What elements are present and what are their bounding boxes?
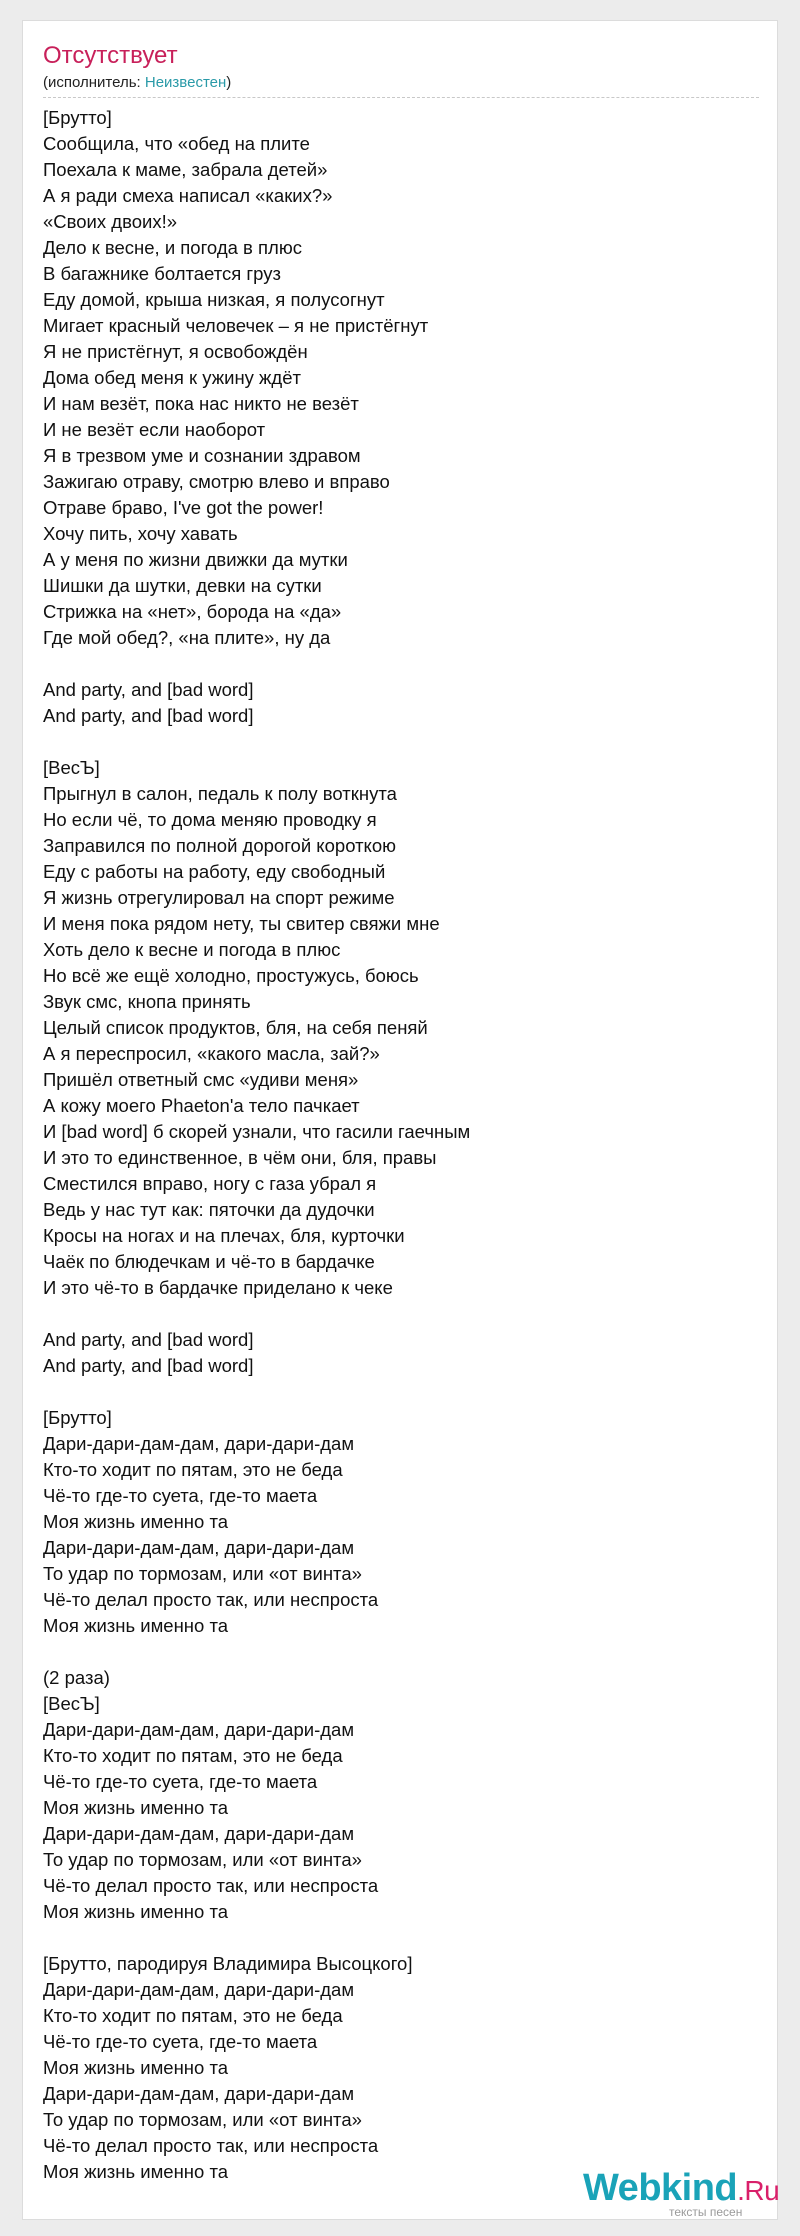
- logo-tld: .Ru: [737, 2175, 780, 2206]
- lyrics-line: Шишки да шутки, девки на сутки: [43, 575, 322, 596]
- lyrics-line: «Своих двоих!»: [43, 211, 177, 232]
- artist-line: [43, 73, 231, 93]
- lyrics-line: И не везёт если наоборот: [43, 419, 266, 440]
- lyrics-line: Дома обед меня к ужину ждёт: [43, 367, 301, 388]
- artist-prefix: (исполнитель:: [43, 74, 145, 91]
- lyrics-line: То удар по тормозам, или «от винта»: [43, 2109, 362, 2130]
- lyrics-line: Чё-то где-то суета, где-то маета: [43, 1485, 318, 1506]
- song-title: Отсутствует: [43, 42, 178, 69]
- lyrics-line: [ВесЪ]: [43, 757, 100, 778]
- lyrics-line: Где мой обед?, «на плите», ну да: [43, 627, 331, 648]
- lyrics-line: А я ради смеха написал «каких?»: [43, 185, 333, 206]
- lyrics-line: Чё-то где-то суета, где-то маета: [43, 1771, 318, 1792]
- lyrics-line: Еду с работы на работу, еду свободный: [43, 861, 386, 882]
- lyrics-line: [Брутто]: [43, 1407, 112, 1428]
- lyrics-line: Ведь у нас тут как: пяточки да дудочки: [43, 1199, 375, 1220]
- lyrics-line: Зажигаю отраву, смотрю влево и вправо: [43, 471, 390, 492]
- lyrics-line: Стрижка на «нет», борода на «да»: [43, 601, 342, 622]
- lyrics-line: И меня пока рядом нету, ты свитер свяжи мне: [43, 913, 440, 934]
- lyrics-line: Чё-то делал просто так, или неспроста: [43, 2135, 379, 2156]
- lyrics-line: Моя жизнь именно та: [43, 2161, 229, 2182]
- lyrics-line: Хоть дело к весне и погода в плюс: [43, 939, 341, 960]
- lyrics-line: То удар по тормозам, или «от винта»: [43, 1849, 362, 1870]
- lyrics-line: Моя жизнь именно та: [43, 1901, 229, 1922]
- lyrics-line: Поехала к маме, забрала детей»: [43, 159, 328, 180]
- lyrics-line: [Брутто, пародируя Владимира Высоцкого]: [43, 1953, 413, 1974]
- lyrics-line: And party, and [bad word]: [43, 1329, 254, 1350]
- lyrics-blank-line: [43, 1925, 759, 1951]
- logo-tagline: тексты песен: [669, 2205, 743, 2219]
- lyrics-line: [Брутто]: [43, 107, 112, 128]
- lyrics-line: Звук смс, кнопа принять: [43, 991, 251, 1012]
- lyrics-line: Я в трезвом уме и сознании здравом: [43, 445, 361, 466]
- lyrics-line: Кто-то ходит по пятам, это не беда: [43, 1459, 343, 1480]
- lyrics-line: Я не пристёгнут, я освобождён: [43, 341, 308, 362]
- lyrics-line: А у меня по жизни движки да мутки: [43, 549, 348, 570]
- lyrics-line: Чё-то делал просто так, или неспроста: [43, 1589, 379, 1610]
- lyrics-line: And party, and [bad word]: [43, 1355, 254, 1376]
- lyrics-line: А кожу моего Phaeton'а тело пачкает: [43, 1095, 360, 1116]
- lyrics-line: Моя жизнь именно та: [43, 1797, 229, 1818]
- lyrics-line: Сместился вправо, ногу с газа убрал я: [43, 1173, 377, 1194]
- lyrics-line: И [bad word] б скорей узнали, что гасили гаечным: [43, 1121, 471, 1142]
- artist-suffix: ): [226, 74, 232, 91]
- lyrics-line: Кросы на ногах и на плечах, бля, курточки: [43, 1225, 405, 1246]
- lyrics-line: Хочу пить, хочу хавать: [43, 523, 238, 544]
- lyrics-line: А я переспросил, «какого масла, зай?»: [43, 1043, 380, 1064]
- lyrics-text: [43, 105, 759, 2185]
- logo-name: Webkind: [583, 2167, 738, 2209]
- lyrics-blank-line: [43, 1301, 759, 1327]
- lyrics-line: Мигает красный человечек – я не пристёгнут: [43, 315, 429, 336]
- lyrics-line: Кто-то ходит по пятам, это не беда: [43, 2005, 343, 2026]
- lyrics-line: And party, and [bad word]: [43, 705, 254, 726]
- lyrics-line: Дари-дари-дам-дам, дари-дари-дам: [43, 1537, 355, 1558]
- lyrics-line: Но если чё, то дома меняю проводку я: [43, 809, 377, 830]
- lyrics-line: [ВесЪ]: [43, 1693, 100, 1714]
- lyrics-line: (2 раза): [43, 1667, 110, 1688]
- lyrics-line: Сообщила, что «обед на плите: [43, 133, 310, 154]
- lyrics-line: Я жизнь отрегулировал на спорт режиме: [43, 887, 395, 908]
- lyrics-line: Дари-дари-дам-дам, дари-дари-дам: [43, 1719, 355, 1740]
- lyrics-line: Моя жизнь именно та: [43, 2057, 229, 2078]
- lyrics-line: Дело к весне, и погода в плюс: [43, 237, 302, 258]
- lyrics-line: Целый список продуктов, бля, на себя пеняй: [43, 1017, 428, 1038]
- lyrics-blank-line: [43, 1379, 759, 1405]
- lyrics-blank-line: [43, 729, 759, 755]
- lyrics-line: В багажнике болтается груз: [43, 263, 281, 284]
- lyrics-line: Но всё же ещё холодно, простужусь, боюсь: [43, 965, 419, 986]
- lyrics-line: Дари-дари-дам-дам, дари-дари-дам: [43, 1433, 355, 1454]
- lyrics-line: Отраве браво, I've got the power!: [43, 497, 324, 518]
- lyrics-line: Чё-то где-то суета, где-то маета: [43, 2031, 318, 2052]
- lyrics-line: И нам везёт, пока нас никто не везёт: [43, 393, 359, 414]
- lyrics-line: Дари-дари-дам-дам, дари-дари-дам: [43, 1979, 355, 2000]
- lyrics-line: Моя жизнь именно та: [43, 1511, 229, 1532]
- lyrics-line: Прыгнул в салон, педаль к полу воткнута: [43, 783, 397, 804]
- lyrics-line: Дари-дари-дам-дам, дари-дари-дам: [43, 1823, 355, 1844]
- lyrics-line: Дари-дари-дам-дам, дари-дари-дам: [43, 2083, 355, 2104]
- lyrics-line: Чё-то делал просто так, или неспроста: [43, 1875, 379, 1896]
- lyrics-line: Пришёл ответный смс «удиви меня»: [43, 1069, 359, 1090]
- lyrics-line: Моя жизнь именно та: [43, 1615, 229, 1636]
- lyrics-line: Заправился по полной дорогой короткою: [43, 835, 397, 856]
- lyrics-line: Еду домой, крыша низкая, я полусогнут: [43, 289, 385, 310]
- lyrics-line: И это то единственное, в чём они, бля, правы: [43, 1147, 437, 1168]
- lyrics-line: And party, and [bad word]: [43, 679, 254, 700]
- lyrics-card: [22, 20, 778, 2220]
- webkind-logo[interactable]: [583, 2167, 779, 2221]
- lyrics-blank-line: [43, 651, 759, 677]
- title-divider: [43, 97, 759, 98]
- artist-link[interactable]: Неизвестен: [144, 74, 227, 91]
- lyrics-line: Кто-то ходит по пятам, это не беда: [43, 1745, 343, 1766]
- lyrics-line: То удар по тормозам, или «от винта»: [43, 1563, 362, 1584]
- lyrics-line: И это чё-то в бардачке приделано к чеке: [43, 1277, 393, 1298]
- lyrics-line: Чаёк по блюдечкам и чё-то в бардачке: [43, 1251, 375, 1272]
- lyrics-blank-line: [43, 1639, 759, 1665]
